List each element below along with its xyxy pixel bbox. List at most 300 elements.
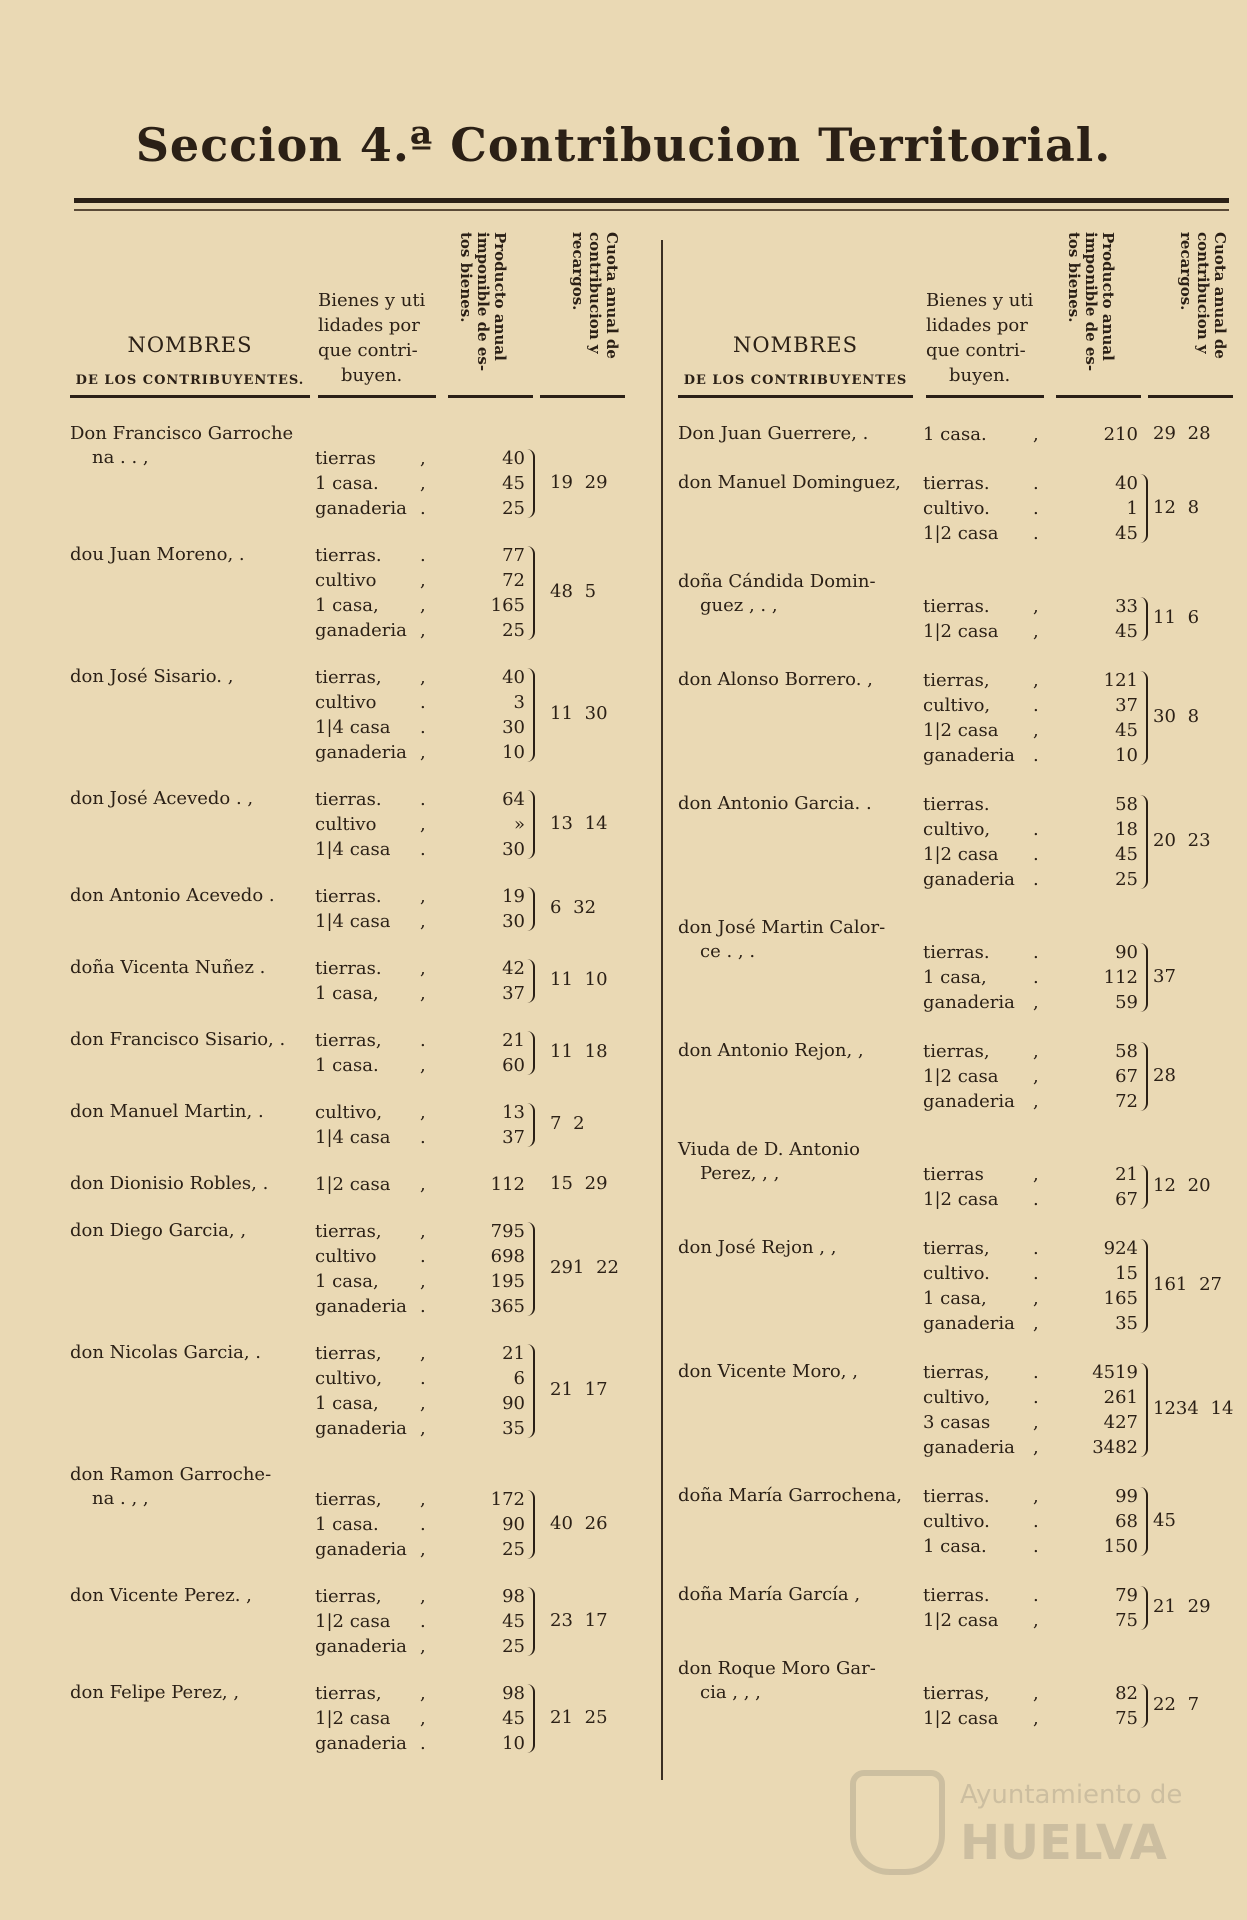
- property-item: [315, 787, 525, 812]
- property-item: [315, 812, 525, 837]
- property-type: 1 casa,: [315, 595, 379, 616]
- contributor-name: [70, 787, 253, 811]
- producto-value: 35: [502, 1418, 525, 1439]
- bienes-header-line: buyen.: [949, 365, 1011, 386]
- producto-value: 45: [1115, 523, 1138, 544]
- producto-value: 121: [1103, 670, 1138, 691]
- property-type: ganaderia: [315, 620, 407, 641]
- grouping-brace: [527, 1031, 535, 1075]
- property-type: tierras,: [315, 667, 382, 688]
- property-item: [923, 1509, 1138, 1534]
- property-item: [923, 594, 1138, 619]
- property-separator: ,: [1033, 720, 1039, 741]
- cuota-value: 23 17: [550, 1609, 608, 1631]
- property-separator: ,: [1033, 1164, 1039, 1185]
- property-item: [923, 718, 1138, 743]
- cuota-value: 45: [1153, 1509, 1176, 1531]
- cuota-value: 37: [1153, 965, 1176, 987]
- property-list: [923, 471, 1138, 546]
- column-divider: [661, 240, 663, 1780]
- producto-value: 45: [502, 1708, 525, 1729]
- contributor-row: [70, 1172, 645, 1219]
- property-list: [315, 446, 525, 521]
- right-table-header: [678, 230, 1238, 398]
- contributor-row: [678, 668, 1238, 792]
- property-item: [923, 940, 1138, 965]
- property-item: [315, 446, 525, 471]
- property-separator: .: [1033, 1189, 1039, 1210]
- property-separator: ,: [1033, 1313, 1039, 1334]
- producto-value: 79: [1115, 1585, 1138, 1606]
- producto-value: 195: [490, 1271, 525, 1292]
- property-separator: ,: [1033, 1066, 1039, 1087]
- contributor-row: [678, 1657, 1238, 1755]
- property-separator: ,: [1033, 992, 1039, 1013]
- contributor-name: [70, 884, 275, 908]
- grouping-brace: [1140, 1165, 1148, 1209]
- producto-value: 72: [1115, 1091, 1138, 1112]
- property-type: 1|2 casa: [315, 1174, 391, 1195]
- property-separator: .: [1033, 967, 1039, 988]
- property-list: [923, 940, 1138, 1015]
- property-item: [315, 1681, 525, 1706]
- property-separator: ,: [420, 958, 426, 979]
- right-table: [678, 230, 1238, 1755]
- property-type: tierras: [923, 1164, 984, 1185]
- grouping-brace: [1140, 597, 1148, 641]
- contributor-row: [678, 471, 1238, 570]
- property-separator: .: [1033, 523, 1039, 544]
- producto-value: 150: [1103, 1536, 1138, 1557]
- property-item: [315, 496, 525, 521]
- property-separator: ,: [420, 667, 426, 688]
- property-separator: ,: [1033, 424, 1039, 445]
- property-item: [923, 1039, 1138, 1064]
- property-type: 1|2 casa: [315, 1611, 391, 1632]
- cuota-header: Cuota anual de contribucion y recargos.: [569, 232, 621, 359]
- page-title: Seccion 4.ª Contribucion Territorial.: [135, 118, 1112, 172]
- producto-value: 30: [502, 839, 525, 860]
- property-item: [315, 1416, 525, 1441]
- property-type: tierras.: [315, 958, 382, 979]
- property-separator: ,: [420, 1221, 426, 1242]
- property-separator: .: [1033, 1511, 1039, 1532]
- grouping-brace: [527, 790, 535, 859]
- property-separator: ,: [1033, 670, 1039, 691]
- producto-value: 261: [1103, 1387, 1138, 1408]
- property-separator: ,: [420, 1489, 426, 1510]
- property-type: cultivo,: [923, 695, 991, 716]
- contributor-name-line: don José Acevedo . ,: [70, 788, 254, 809]
- property-item: [315, 1172, 525, 1197]
- contributor-name-line: don Antonio Rejon, ,: [678, 1040, 864, 1061]
- producto-value: 77: [502, 545, 525, 566]
- contributor-name: [70, 1681, 239, 1705]
- cuota-value: 7 2: [550, 1113, 585, 1134]
- property-separator: .: [420, 1030, 426, 1051]
- property-item: [315, 568, 525, 593]
- property-list: [315, 1219, 525, 1319]
- bienes-header-line: Bienes y uti: [318, 290, 426, 311]
- property-separator: ,: [1033, 1437, 1039, 1458]
- producto-value: 75: [1115, 1610, 1138, 1631]
- grouping-brace: [527, 546, 535, 640]
- property-separator: .: [1033, 695, 1039, 716]
- grouping-brace: [527, 887, 535, 931]
- title-rule-thin: [74, 209, 1229, 211]
- property-list: [923, 1236, 1138, 1336]
- property-item: [923, 1187, 1138, 1212]
- contributor-name: [678, 668, 873, 692]
- property-item: [923, 693, 1138, 718]
- cuota-value: 29 28: [1153, 422, 1211, 444]
- property-item: [315, 909, 525, 934]
- property-item: [315, 1125, 525, 1150]
- property-item: [923, 990, 1138, 1015]
- property-item: [923, 471, 1138, 496]
- bienes-header-line: buyen.: [341, 365, 403, 386]
- property-type: tierras,: [923, 1041, 990, 1062]
- property-type: tierras,: [923, 1683, 990, 1704]
- contributor-name: [70, 1028, 285, 1052]
- property-type: tierras.: [315, 886, 382, 907]
- contributor-name-line: Viuda de D. Antonio: [678, 1139, 860, 1160]
- property-item: [315, 1391, 525, 1416]
- producto-value: 112: [490, 1174, 525, 1195]
- producto-value: 30: [502, 717, 525, 738]
- contributor-name: [678, 1236, 836, 1260]
- property-type: cultivo: [315, 814, 377, 835]
- property-list: [923, 1039, 1138, 1114]
- left-table-header: [70, 230, 645, 398]
- header-underline: [926, 395, 1044, 398]
- property-separator: ,: [420, 1393, 426, 1414]
- grouping-brace: [527, 449, 535, 518]
- grouping-brace: [1140, 1684, 1148, 1728]
- producto-value: 3: [513, 692, 525, 713]
- left-rows: [70, 422, 645, 1778]
- property-separator: .: [420, 1368, 426, 1389]
- property-type: ganaderia: [315, 1733, 407, 1754]
- property-item: [315, 1341, 525, 1366]
- producto-value: 37: [502, 983, 525, 1004]
- cuota-value: 20 23: [1153, 830, 1211, 851]
- bienes-header-line: que contri-: [926, 340, 1026, 361]
- producto-value: 45: [502, 1611, 525, 1632]
- contributor-name-line: don Francisco Sisario, .: [70, 1029, 286, 1050]
- property-separator: ,: [1033, 596, 1039, 617]
- property-type: ganaderia: [923, 745, 1015, 766]
- producto-value: »: [513, 814, 525, 835]
- producto-value: 4519: [1092, 1362, 1138, 1383]
- producto-value: 42: [502, 958, 525, 979]
- property-item: [923, 1360, 1138, 1385]
- producto-value: 30: [502, 911, 525, 932]
- property-separator: ,: [420, 1271, 426, 1292]
- property-separator: .: [420, 1246, 426, 1267]
- property-type: tierras.: [923, 473, 990, 494]
- producto-value: 165: [490, 595, 525, 616]
- property-separator: .: [420, 789, 426, 810]
- contributor-name: [678, 792, 872, 816]
- property-type: 1|2 casa: [923, 621, 999, 642]
- contributor-row: [70, 1219, 645, 1341]
- grouping-brace: [1140, 795, 1148, 889]
- cuota-value: 291 22: [550, 1257, 619, 1278]
- property-type: cultivo,: [315, 1102, 383, 1123]
- property-type: tierras,: [315, 1586, 382, 1607]
- property-type: 1|4 casa: [315, 911, 391, 932]
- producto-value: 10: [502, 742, 525, 763]
- producto-value: 6: [513, 1368, 525, 1389]
- producto-value: 40: [1115, 473, 1138, 494]
- cuota-value: 12 20: [1153, 1175, 1211, 1196]
- bienes-header-line: que contri-: [318, 340, 418, 361]
- contributor-name-line: don Ramon Garroche-: [70, 1464, 272, 1485]
- grouping-brace: [1140, 1042, 1148, 1111]
- contributor-row: [678, 570, 1238, 668]
- property-separator: ,: [1033, 1041, 1039, 1062]
- property-list: [923, 668, 1138, 768]
- contributor-name-line: ce . , .: [700, 941, 756, 962]
- bienes-header-line: lidades por: [926, 315, 1028, 336]
- property-item: [923, 817, 1138, 842]
- property-list: [315, 665, 525, 765]
- contributor-row: [70, 1341, 645, 1463]
- producto-value: 67: [1115, 1066, 1138, 1087]
- contributor-name-line: don Dionisio Robles, .: [70, 1173, 269, 1194]
- property-type: 1 casa,: [315, 983, 379, 1004]
- property-separator: ,: [420, 983, 426, 1004]
- property-type: tierras,: [315, 1489, 382, 1510]
- contributor-name-line: don Manuel Dominguez,: [678, 472, 901, 493]
- contributor-name: [678, 1657, 876, 1705]
- property-item: [315, 884, 525, 909]
- bienes-header-line: lidades por: [318, 315, 420, 336]
- contributor-row: [678, 1138, 1238, 1236]
- property-item: [923, 668, 1138, 693]
- property-type: cultivo,: [315, 1368, 383, 1389]
- property-item: [923, 1311, 1138, 1336]
- property-item: [923, 1583, 1138, 1608]
- property-type: tierras.: [923, 1486, 990, 1507]
- property-type: ganaderia: [315, 1636, 407, 1657]
- property-separator: .: [1033, 1387, 1039, 1408]
- property-item: [315, 1706, 525, 1731]
- names-header: [678, 333, 913, 388]
- property-type: tierras.: [923, 794, 990, 815]
- property-separator: ,: [420, 620, 426, 641]
- property-list: [923, 422, 1138, 447]
- producto-value: 90: [1115, 942, 1138, 963]
- producto-value: 98: [502, 1586, 525, 1607]
- producto-value: 67: [1115, 1189, 1138, 1210]
- property-type: tierras.: [923, 942, 990, 963]
- title-rule-thick: [74, 198, 1229, 203]
- property-type: cultivo.: [923, 498, 990, 519]
- contributor-name-line: Perez, , ,: [700, 1163, 780, 1184]
- contributor-name: [678, 1360, 858, 1384]
- property-type: 1|2 casa: [923, 523, 999, 544]
- cuota-value: 1234 14: [1153, 1398, 1234, 1419]
- producto-value: 3482: [1092, 1437, 1138, 1458]
- producto-value: 98: [502, 1683, 525, 1704]
- property-type: ganaderia: [315, 1418, 407, 1439]
- property-separator: .: [420, 1611, 426, 1632]
- contributor-row: [678, 916, 1238, 1039]
- property-list: [315, 1584, 525, 1659]
- property-type: 1|2 casa: [923, 1066, 999, 1087]
- property-list: [923, 1681, 1138, 1731]
- property-separator: .: [1033, 745, 1039, 766]
- contributor-row: [70, 1584, 645, 1681]
- left-table: [70, 230, 645, 1778]
- property-item: [315, 1294, 525, 1319]
- property-list: [923, 1162, 1138, 1212]
- grouping-brace: [1140, 1586, 1148, 1630]
- property-item: [923, 521, 1138, 546]
- contributor-name: [70, 1172, 268, 1196]
- property-item: [923, 1608, 1138, 1633]
- cuota-value: 21 17: [550, 1379, 608, 1400]
- property-separator: ,: [1033, 1412, 1039, 1433]
- property-type: 1|2 casa: [923, 1189, 999, 1210]
- contributor-row: [70, 884, 645, 956]
- producto-value: 35: [1115, 1313, 1138, 1334]
- property-item: [923, 743, 1138, 768]
- producto-value: 59: [1115, 992, 1138, 1013]
- property-list: [923, 1484, 1138, 1559]
- property-item: [923, 867, 1138, 892]
- bienes-header: [318, 288, 425, 388]
- contributor-name-line: guez , . ,: [700, 595, 778, 616]
- property-item: [923, 1261, 1138, 1286]
- property-item: [923, 619, 1138, 644]
- producto-value: 112: [1103, 967, 1138, 988]
- property-item: [315, 471, 525, 496]
- property-type: ganaderia: [315, 498, 407, 519]
- watermark-logo: [850, 1770, 1190, 1880]
- property-list: [315, 1100, 525, 1150]
- contributor-name: [70, 1341, 261, 1365]
- property-list: [315, 1487, 525, 1562]
- property-type: 1 casa,: [923, 967, 987, 988]
- property-item: [315, 981, 525, 1006]
- producto-header: Producto anual imponible de es-tos bienes.: [457, 232, 509, 372]
- property-item: [315, 1609, 525, 1634]
- producto-value: 25: [502, 498, 525, 519]
- property-item: [315, 1512, 525, 1537]
- contributor-row: [678, 422, 1238, 471]
- header-underline: [70, 395, 310, 398]
- producto-value: 90: [502, 1393, 525, 1414]
- property-type: 1|2 casa: [923, 1708, 999, 1729]
- property-separator: .: [1033, 498, 1039, 519]
- contributor-name: [678, 471, 901, 495]
- property-item: [923, 1534, 1138, 1559]
- property-list: [923, 594, 1138, 644]
- producto-value: 45: [1115, 621, 1138, 642]
- property-list: [315, 1681, 525, 1756]
- property-item: [923, 965, 1138, 990]
- contributor-row: [70, 1028, 645, 1100]
- grouping-brace: [1140, 474, 1148, 543]
- property-item: [315, 665, 525, 690]
- contributor-name-line: don José Sisario. ,: [70, 666, 234, 687]
- header-underline: [1056, 395, 1141, 398]
- property-item: [315, 1269, 525, 1294]
- grouping-brace: [1140, 671, 1148, 765]
- property-separator: .: [1033, 869, 1039, 890]
- names-header-line2: DE LOS CONTRIBUYENTES.: [75, 373, 305, 388]
- property-separator: ,: [420, 570, 426, 591]
- property-item: [315, 618, 525, 643]
- cuota-value: 12 8: [1153, 496, 1200, 518]
- property-item: [923, 1706, 1138, 1731]
- property-separator: .: [1033, 1263, 1039, 1284]
- producto-value: 19: [502, 886, 525, 907]
- producto-value: 165: [1103, 1288, 1138, 1309]
- property-type: tierras.: [923, 596, 990, 617]
- contributor-name-line: don Vicente Perez. ,: [70, 1585, 252, 1606]
- property-type: 1 casa,: [315, 1393, 379, 1414]
- contributor-name-line: doña Vicenta Nuñez .: [70, 957, 266, 978]
- producto-value: 58: [1115, 1041, 1138, 1062]
- property-item: [923, 1162, 1138, 1187]
- producto-value: 10: [1115, 745, 1138, 766]
- property-list: [315, 543, 525, 643]
- property-separator: ,: [420, 911, 426, 932]
- property-item: [923, 792, 1138, 817]
- cuota-value: 48 5: [550, 581, 597, 602]
- contributor-name-line: don Nicolas Garcia, .: [70, 1342, 261, 1363]
- cuota-value: 11 18: [550, 1041, 608, 1062]
- producto-value: 365: [490, 1296, 525, 1317]
- property-list: [315, 956, 525, 1006]
- property-type: 1 casa.: [315, 1514, 379, 1535]
- property-separator: ,: [420, 448, 426, 469]
- property-item: [923, 1681, 1138, 1706]
- property-type: ganaderia: [923, 1437, 1015, 1458]
- grouping-brace: [527, 1103, 535, 1147]
- contributor-name-line: don Antonio Garcia. .: [678, 793, 872, 814]
- property-item: [315, 1537, 525, 1562]
- property-type: 1 casa.: [923, 1536, 987, 1557]
- property-separator: .: [420, 717, 426, 738]
- contributor-name: [70, 543, 245, 567]
- property-type: ganaderia: [923, 992, 1015, 1013]
- contributor-name-line: don Manuel Martin, .: [70, 1101, 264, 1122]
- property-separator: .: [420, 1514, 426, 1535]
- names-header-line1: NOMBRES: [127, 333, 253, 357]
- producto-value: 21: [502, 1343, 525, 1364]
- grouping-brace: [527, 1684, 535, 1753]
- property-separator: ,: [420, 473, 426, 494]
- grouping-brace: [527, 959, 535, 1003]
- contributor-name: [678, 570, 876, 618]
- cuota-value: 11 6: [1153, 607, 1200, 628]
- grouping-brace: [527, 1344, 535, 1438]
- contributor-name-line: na . . ,: [92, 447, 149, 468]
- cuota-value: 40 26: [550, 1512, 608, 1534]
- contributor-name: [70, 665, 233, 689]
- cuota-header: Cuota anual de contribucion y recargos.: [1177, 232, 1229, 359]
- right-rows: [678, 422, 1238, 1755]
- property-separator: ,: [420, 1539, 426, 1560]
- producto-value: 75: [1115, 1708, 1138, 1729]
- contributor-name-line: na . , ,: [92, 1488, 149, 1509]
- property-type: 1 casa.: [315, 473, 379, 494]
